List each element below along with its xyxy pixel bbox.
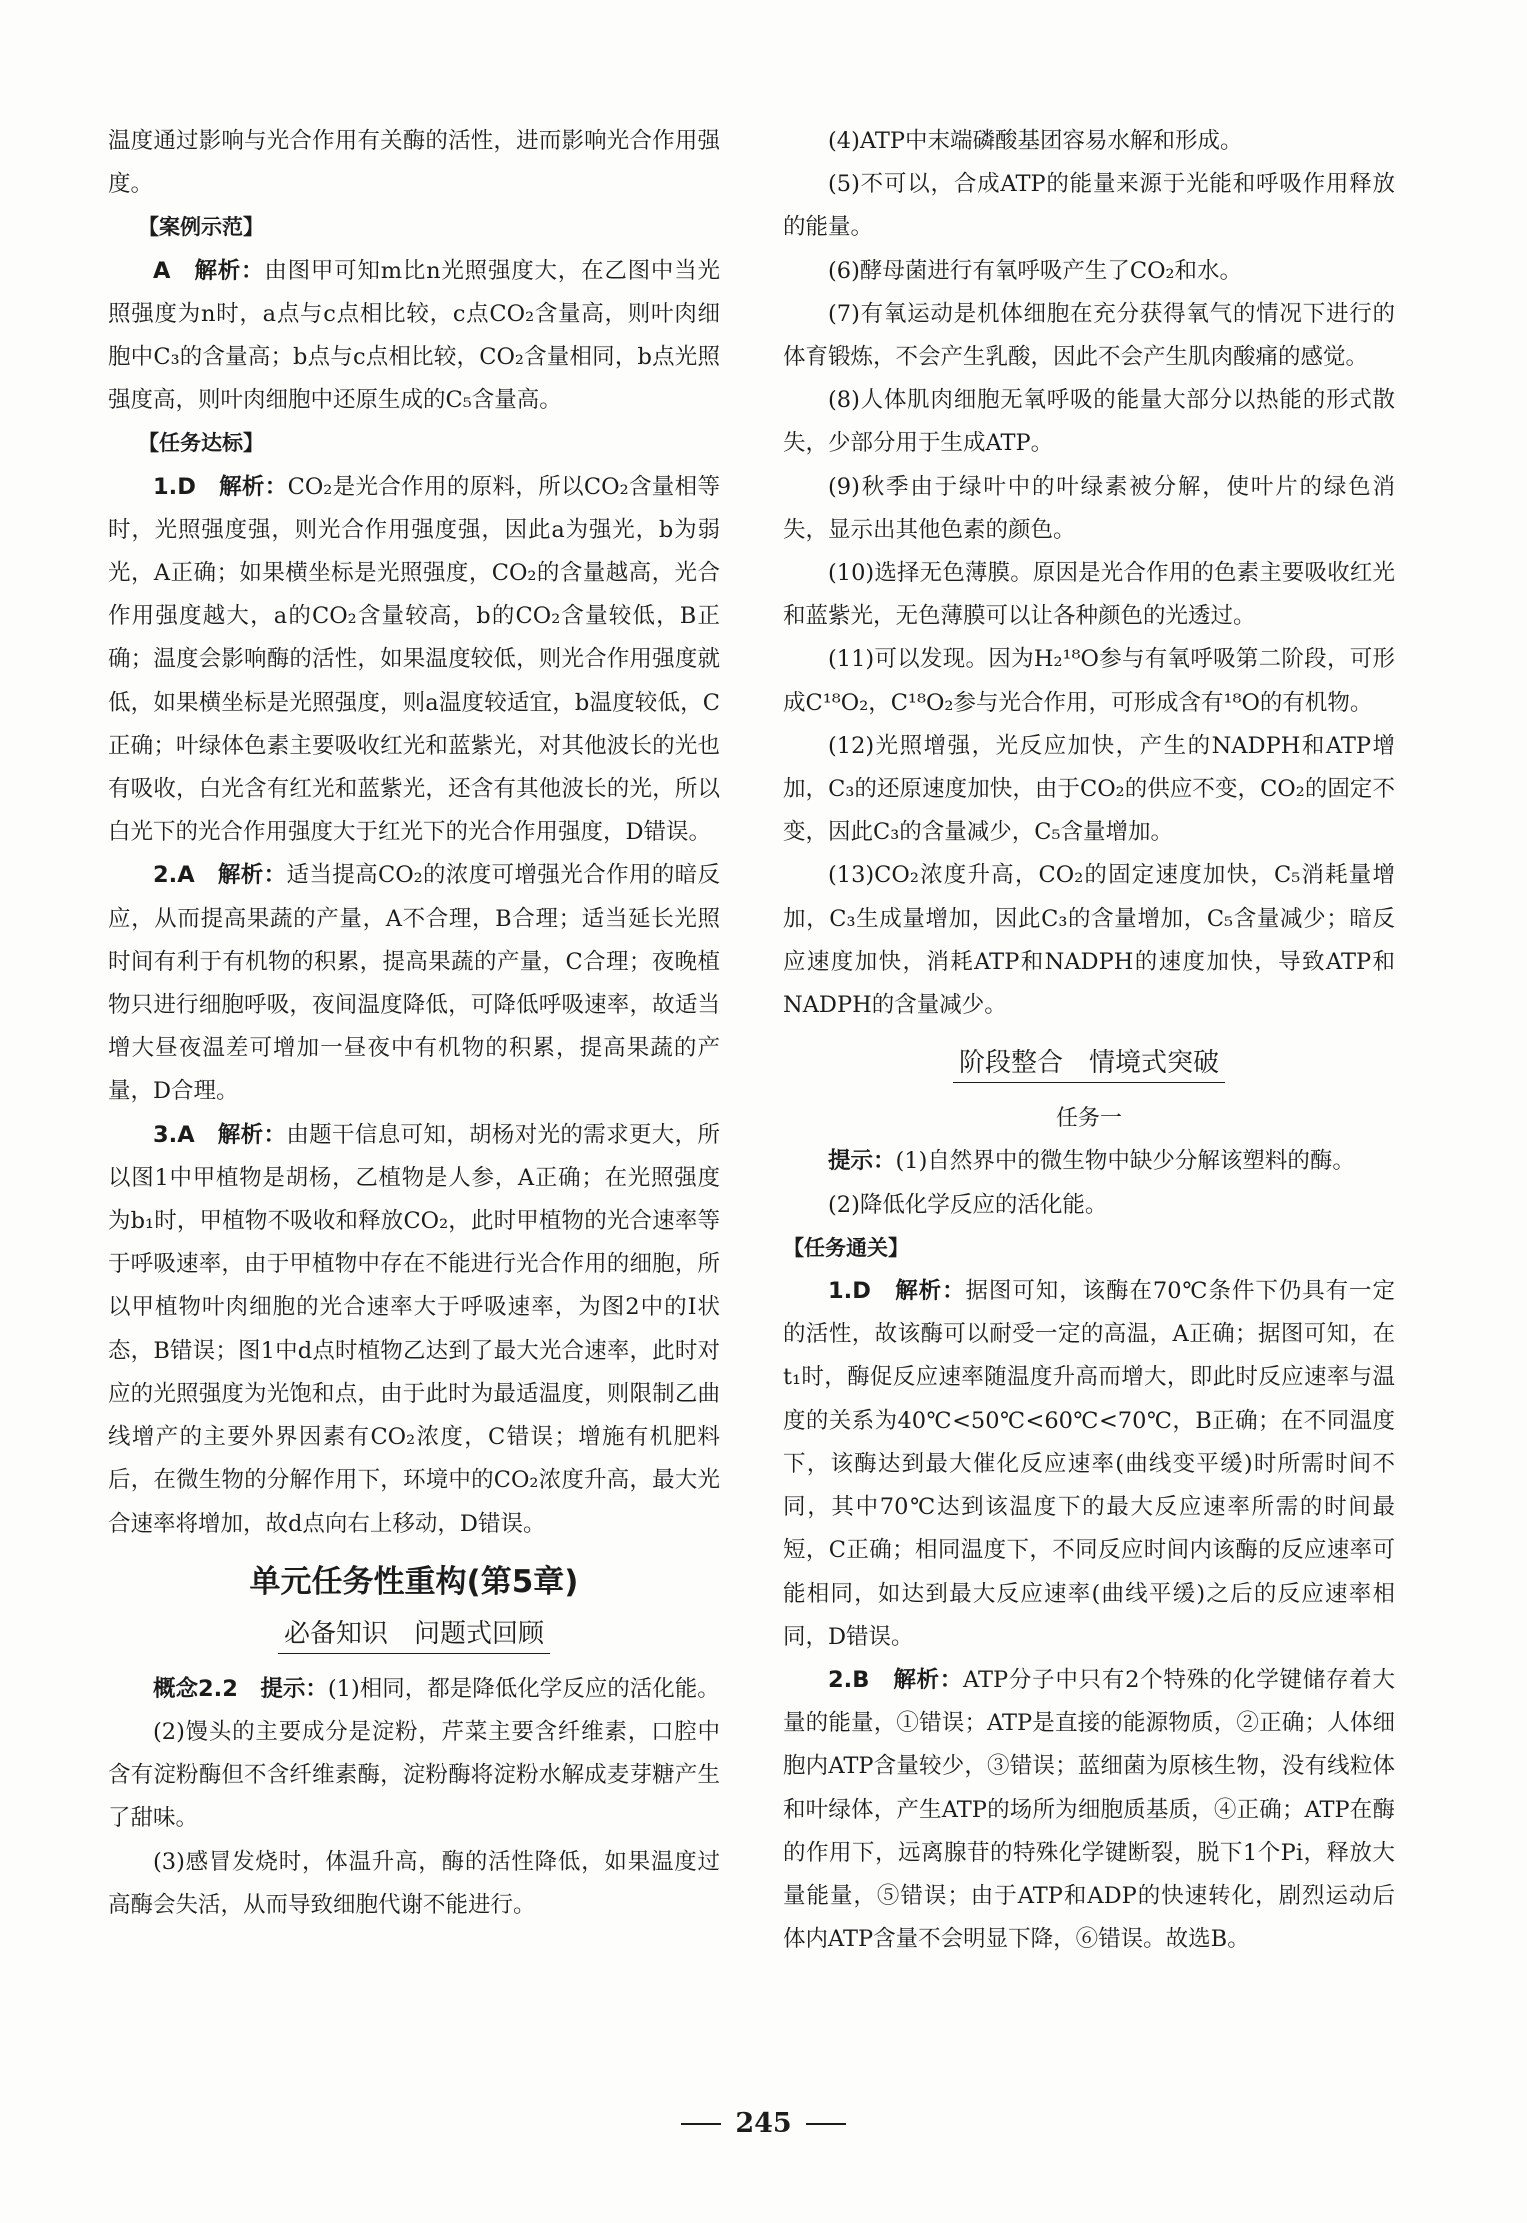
concept-answer-9: (9)秋季由于绿叶中的叶绿素被分解，使叶片的绿色消失，显示出其他色素的颜色。 [783, 473, 1395, 543]
answer-3 [108, 1114, 720, 1546]
pass-answer-1 [783, 1270, 1395, 1659]
pass-answer-2 [783, 1659, 1395, 1961]
right-column [783, 120, 1395, 1961]
answer-label: 1.D 解析： [828, 1278, 966, 1305]
concept-answer-5: (5)不可以，合成ATP的能量来源于光能和呼吸作用释放的能量。 [783, 171, 1395, 241]
answer-label: 1.D 解析： [153, 473, 288, 500]
footer-dash-left [681, 2123, 721, 2125]
unit-title: 单元任务性重构(第5章) [249, 1563, 579, 1600]
concept-answer-13: (13)CO₂浓度升高，CO₂的固定速度加快，C₅消耗量增加，C₃生成量增加，因此C₃的含量增加，C₅含量减少；暗反应速度加快，消耗ATP和NADPH的速度加快，导致ATP和NADPH的含量减少。 [783, 862, 1395, 1019]
tag-task-standard: 【任务达标】 [138, 431, 264, 456]
concept-answer-11: (11)可以发现。因为H₂¹⁸O参与有氧呼吸第二阶段，可形成C¹⁸O₂，C¹⁸O₂参与光合作用，可形成含有¹⁸O的有机物。 [783, 646, 1395, 716]
footer-dash-right [806, 2123, 846, 2125]
concept-answer-8: (8)人体肌肉细胞无氧呼吸的能量大部分以热能的形式散失，少部分用于生成ATP。 [783, 387, 1395, 457]
section-title-knowledge [108, 1612, 720, 1656]
answer-text: CO₂是光合作用的原料，所以CO₂含量相等时，光照强度强，则光合作用强度强，因此a为强光，b为弱光，A正确；如果横坐标是光照强度，CO₂的含量越高，光合作用强度越大，a的CO₂含量较高，b的CO₂含量较低，B正确；温度会影响酶的活性，如果温度较低，则光合作用强度就低，如果横坐标是光照强度，则a温度较适宜，b温度较低，C正确；叶绿体色素主要吸收红光和蓝紫光，对其他波长的光也有吸收，白光含有红光和蓝紫光，还含有其他波长的光，所以白光下的光合作用强度大于红光下的光合作用强度，D错误。 [108, 473, 720, 846]
answer-label: 概念2.2 提示： [153, 1675, 328, 1702]
answer-label: 2.A 解析： [153, 862, 287, 889]
answer-label: A 解析： [153, 257, 265, 284]
concept-answer-4: (4)ATP中末端磷酸基团容易水解和形成。 [828, 128, 1243, 154]
concept-answer-7: (7)有氧运动是机体细胞在充分获得氧气的情况下进行的体育锻炼，不会产生乳酸，因此不会产生肌肉酸痛的感觉。 [783, 300, 1395, 371]
concept-answer-10: (10)选择无色薄膜。原因是光合作用的色素主要吸收红光和蓝紫光，无色薄膜可以让各种颜色的光透过。 [783, 560, 1395, 630]
tag-example: 【案例示范】 [138, 215, 264, 240]
left-column [108, 120, 720, 1927]
answer-text: (1)相同，都是降低化学反应的活化能。 [327, 1675, 720, 1702]
page-footer [0, 2108, 1527, 2139]
concept-answer-2: (2)馒头的主要成分是淀粉，芹菜主要含纤维素，口腔中含有淀粉酶但不含纤维素酶，淀粉酶将淀粉水解成麦芽糖产生了甜味。 [108, 1718, 720, 1832]
page-number: 245 [735, 2108, 792, 2139]
task-one-heading: 任务一 [1055, 1106, 1122, 1132]
hint-2: (2)降低化学反应的活化能。 [828, 1191, 1108, 1218]
hint-1 [783, 1140, 1395, 1183]
answer-example [108, 250, 720, 423]
answer-2 [108, 854, 720, 1113]
section-title-text: 必备知识 问题式回顾 [278, 1617, 550, 1654]
answer-label: 3.A 解析： [153, 1121, 287, 1148]
answer-text: 适当提高CO₂的浓度可增强光合作用的暗反应，从而提高果蔬的产量，A不合理，B合理；适当延长光照时间有利于有机物的积累，提高果蔬的产量，C合理；夜晚植物只进行细胞呼吸，夜间温度降低，可降低呼吸速率，故适当增大昼夜温差可增加一昼夜中有机物的积累，提高果蔬的产量，D合理。 [108, 862, 720, 1105]
section-title-text: 阶段整合 情境式突破 [953, 1046, 1225, 1083]
answer-text: ATP分子中只有2个特殊的化学键储存着大量的能量，①错误；ATP是直接的能源物质，②正确；人体细胞内ATP含量较少，③错误；蓝细菌为原核生物，没有线粒体和叶绿体，产生ATP的场所为细胞质基质，④正确；ATP在酶的作用下，远离腺苷的特殊化学键断裂，脱下1个Pi，释放大量能量，⑤错误；由于ATP和ADP的快速转化，剧烈运动后体内ATP含量不会明显下降，⑥错误。故选B。 [783, 1666, 1395, 1953]
concept-answer-1 [108, 1668, 720, 1711]
answer-text: 由图甲可知m比n光照强度大，在乙图中当光照强度为n时，a点与c点相比较，c点CO₂含量高，则叶肉细胞中C₃的含量高；b点与c点相比较，CO₂含量相同，b点光照强度高，则叶肉细胞中还原生成的C₅含量高。 [108, 257, 720, 414]
concept-answer-6: (6)酵母菌进行有氧呼吸产生了CO₂和水。 [828, 257, 1243, 284]
tag-task-pass: 【任务通关】 [783, 1235, 909, 1260]
answer-label: 2.B 解析： [828, 1666, 964, 1693]
answer-1 [108, 466, 720, 855]
section-title-stage [783, 1041, 1395, 1085]
hint-text: (1)自然界中的微生物中缺少分解该塑料的酶。 [895, 1148, 1355, 1175]
concept-answer-12: (12)光照增强，光反应加快，产生的NADPH和ATP增加，C₃的还原速度加快，由于CO₂的供应不变，CO₂的固定不变，因此C₃的含量减少，C₅含量增加。 [783, 732, 1395, 846]
paragraph-temperature-effect: 温度通过影响与光合作用有关酶的活性，进而影响光合作用强度。 [108, 128, 720, 198]
answer-text: 由题干信息可知，胡杨对光的需求更大，所以图1中甲植物是胡杨，乙植物是人参，A正确；在光照强度为b₁时，甲植物不吸收和释放CO₂，此时甲植物的光合速率等于呼吸速率，由于甲植物中存在不能进行光合作用的细胞，所以甲植物叶肉细胞的光合速率大于呼吸速率，为图2中的Ⅰ状态，B错误；图1中d点时植物乙达到了最大光合速率，此时对应的光照强度为光饱和点，由于此时为最适温度，则限制乙曲线增产的主要外界因素有CO₂浓度，C错误；增施有机肥料后，在微生物的分解作用下，环境中的CO₂浓度升高，最大光合速率将增加，故d点向右上移动，D错误。 [108, 1121, 720, 1537]
concept-answer-3: (3)感冒发烧时，体温升高，酶的活性降低，如果温度过高酶会失活，从而导致细胞代谢不能进行。 [108, 1848, 720, 1918]
hint-label: 提示： [828, 1148, 896, 1175]
answer-text: 据图可知，该酶在70℃条件下仍具有一定的活性，故该酶可以耐受一定的高温，A正确；据图可知，在t₁时，酶促反应速率随温度升高而增大，即此时反应速率与温度的关系为40℃<50℃<60℃<70℃，B正确；在不同温度下，该酶达到最大催化反应速率(曲线变平缓)时所需时间不同，其中70℃达到该温度下的最大反应速率所需的时间最短，C正确；相同温度下，不同反应时间内该酶的反应速率可能相同，如达到最大反应速率(曲线平缓)之后的反应速率相同，D错误。 [783, 1278, 1395, 1650]
